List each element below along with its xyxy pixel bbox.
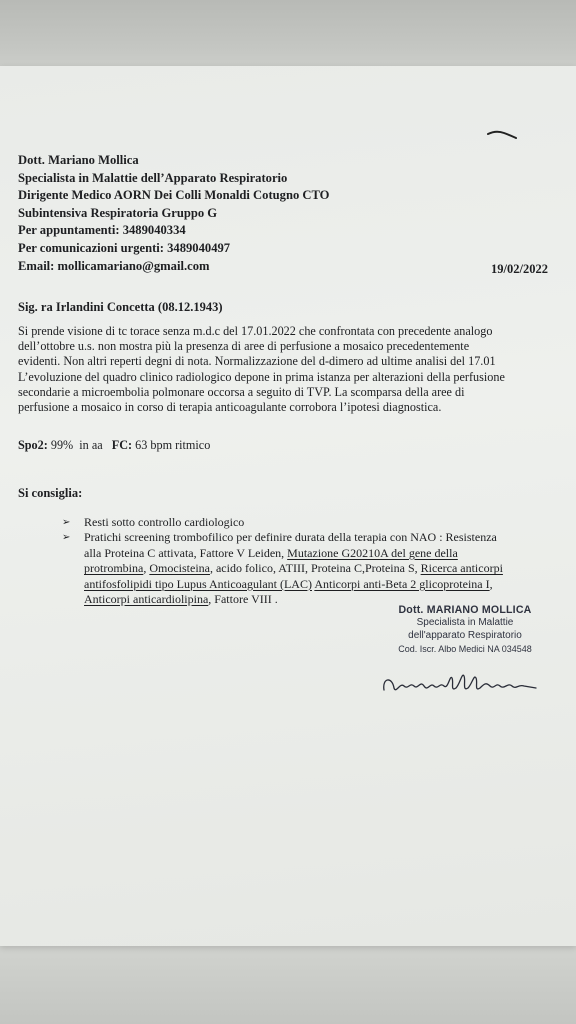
- underlined-text: Anticorpi anticardiolipina: [84, 592, 209, 607]
- arrowhead-bullet-icon: ➢: [62, 517, 71, 528]
- advice-heading: Si consiglia:: [18, 486, 83, 500]
- doctor-stamp: [385, 604, 545, 655]
- advice-text: Resti sotto controllo cardiologico: [84, 515, 245, 529]
- advice-text: [84, 577, 562, 592]
- underlined-text: Omocisteina: [149, 561, 210, 576]
- fc-label: FC:: [111, 438, 133, 452]
- list-item: [62, 530, 562, 607]
- advice-text: [84, 561, 562, 576]
- stamp-specialty: dell'apparato Respiratorio: [408, 630, 522, 642]
- text-span: ,: [143, 561, 150, 576]
- doctor-header: [18, 152, 329, 275]
- underlined-text: antifosfolipidi tipo Lupus Anticoagulant (LAC): [84, 576, 312, 591]
- spo2-label: Spo2:: [18, 438, 48, 452]
- stamp-specialty: Specialista in Malattie: [416, 617, 514, 628]
- doctor-position: Dirigente Medico AORN Dei Colli Monaldi Cotugno CTO: [18, 188, 330, 203]
- underlined-text: Mutazione G20210A del gene della: [287, 545, 458, 560]
- report-line: evidenti. Non altri reperti degni di nota. Normalizzazione del d-dimero ad ultime analisi del 17.01: [18, 354, 496, 369]
- advice-text: [84, 546, 562, 561]
- underlined-text: Anticorpi anti-Beta 2 glicoproteina I: [314, 576, 490, 591]
- report-line: perfusione a mosaico in corso di terapia anticoagulante corrobora l’ipotesi diagnostica.: [18, 400, 442, 415]
- advice-list: [62, 515, 562, 607]
- document-date: 19/02/2022: [491, 262, 548, 276]
- patient-name: Sig. ra Irlandini Concetta (08.12.1943): [18, 300, 223, 314]
- vital-signs: [18, 438, 210, 453]
- report-line: dell’ottobre u.s. non mostra più la presenza di aree di perfusione a mosaico precedentemente: [18, 339, 470, 354]
- fc-value: 63 bpm ritmico: [132, 438, 211, 452]
- underlined-text: protrombina: [84, 561, 144, 576]
- text-span: alla Proteina C attivata, Fattore V Leiden,: [84, 545, 288, 560]
- doctor-email: Email: mollicamariano@gmail.com: [18, 258, 210, 273]
- urgent-phone: Per comunicazioni urgenti: 3489040497: [18, 240, 231, 255]
- doctor-name: Dott. Mariano Mollica: [18, 153, 139, 167]
- handwritten-signature: [378, 668, 543, 700]
- text-span: , acido folico, ATIII, Proteina C,Proteina S,: [209, 561, 421, 576]
- spo2-value: 99% in aa: [47, 438, 112, 452]
- report-line: secondarie a microembolia polmonare occorsa a seguito di TVP. La scomparsa della aree di: [18, 384, 465, 399]
- report-line: Si prende visione di tc torace senza m.d.c del 17.01.2022 che confrontata con precedente analogo: [18, 324, 493, 338]
- pen-mark: [486, 128, 518, 142]
- arrowhead-bullet-icon: ➢: [62, 532, 71, 544]
- clinical-report: [18, 324, 558, 415]
- stamp-name: Dott. MARIANO MOLLICA: [398, 604, 532, 616]
- doctor-unit: Subintensiva Respiratoria Gruppo G: [18, 205, 218, 220]
- appointment-phone: Per appuntamenti: 3489040334: [18, 223, 186, 238]
- doctor-specialty: Specialista in Malattie dell’Apparato Respiratorio: [18, 170, 288, 185]
- stamp-registration: Cod. Iscr. Albo Medici NA 034548: [398, 643, 532, 654]
- text-span: , Fattore VIII .: [208, 592, 278, 607]
- list-item: [62, 515, 562, 530]
- underlined-text: Ricerca anticorpi: [420, 561, 503, 576]
- advice-text: Pratichi screening trombofilico per definire durata della terapia con NAO : Resistenza: [84, 530, 497, 545]
- report-line: L’evoluzione del quadro clinico radiologico depone in prima istanza per alterazioni della perfusione: [18, 369, 505, 384]
- text-span: ,: [489, 576, 493, 591]
